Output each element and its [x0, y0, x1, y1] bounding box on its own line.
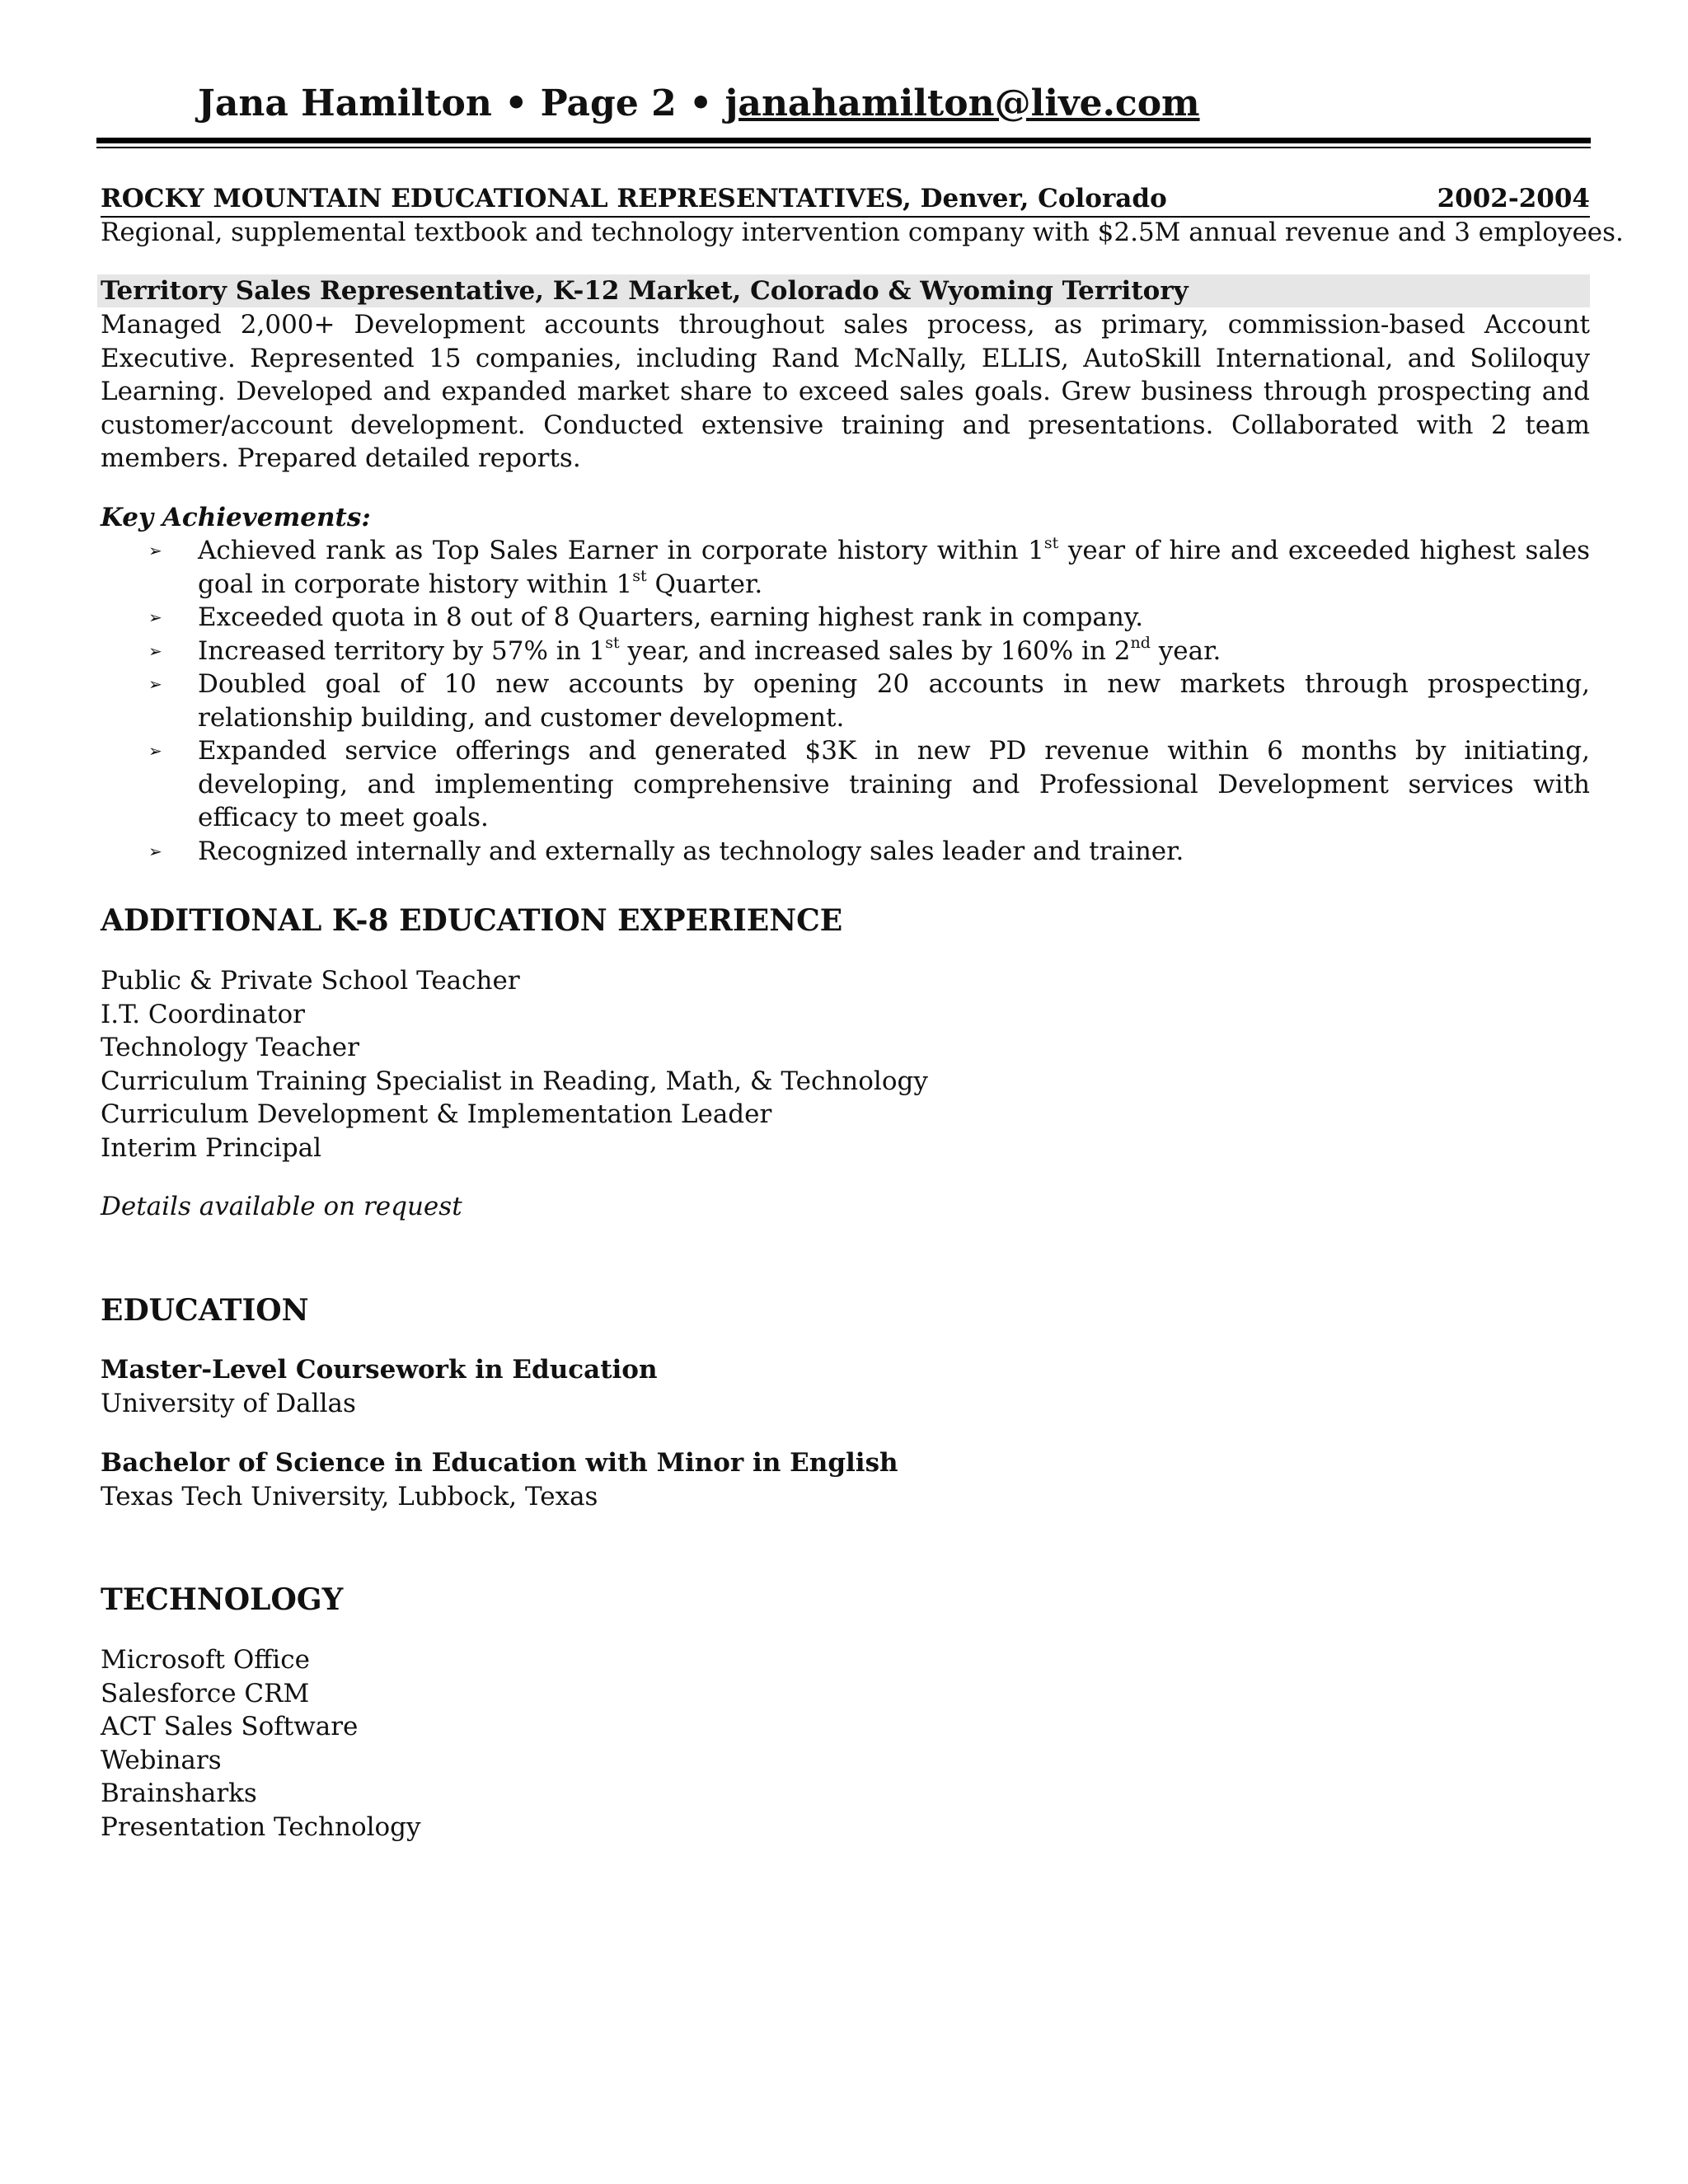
list-item: ➢ Doubled goal of 10 new accounts by opening 20 accounts in new markets through prospecting, relationship building, and customer development.	[148, 669, 1590, 733]
list-item: Curriculum Development & Implementation Leader	[101, 1099, 772, 1129]
company-name: ROCKY MOUNTAIN EDUCATIONAL REPRESENTATIVES, Denver, Colorado	[101, 184, 1167, 213]
arrow-bullet-icon: ➢	[148, 541, 162, 560]
employment-years: 2002-2004	[1437, 184, 1590, 213]
list-item: ACT Sales Software	[101, 1712, 359, 1741]
list-item: ➢ Achieved rank as Top Sales Earner in corporate history within 1st year of hire and exceeded highest sales goal in corporate history within 1st Quarter.	[148, 533, 1591, 599]
education-heading: EDUCATION	[101, 1293, 309, 1328]
degree-title: Master-Level Coursework in Education	[101, 1355, 658, 1385]
degree-title: Bachelor of Science in Education with Minor in English	[101, 1448, 898, 1478]
list-item: ➢ Expanded service offerings and generated $3K in new PD revenue within 6 months by initiating, developing, and implementing comprehensive training and Professional Development services with efficacy to meet goals.	[148, 736, 1590, 832]
education-entry	[101, 1446, 898, 1513]
arrow-bullet-icon: ➢	[148, 741, 162, 761]
company-row	[101, 183, 1590, 218]
list-item: Interim Principal	[101, 1132, 322, 1163]
list-item: Curriculum Training Specialist in Reading, Math, & Technology	[101, 1066, 928, 1096]
list-item: I.T. Coordinator	[101, 999, 305, 1029]
header-name-page: Jana Hamilton • Page 2 •	[198, 82, 725, 124]
job-summary: Managed 2,000+ Development accounts throughout sales process, as primary, commission-based Account Executive. Represented 15 companies, including Rand McNally, ELLIS, AutoSkill International, and Soliloquy Learning. Developed and expanded market share to exceed sales goals. Grew business through prospecting and customer/account development. Conducted extensive training and presentations. Collaborated with 2 team members. Prepared detailed reports.	[101, 310, 1590, 473]
details-note: Details available on request	[101, 1192, 462, 1221]
list-item: Public & Private School Teacher	[101, 966, 520, 996]
page-header	[198, 79, 1200, 129]
header-rule-thick	[96, 138, 1591, 143]
list-item: Presentation Technology	[101, 1811, 421, 1842]
school-name: Texas Tech University, Lubbock, Texas	[101, 1481, 598, 1511]
school-name: University of Dallas	[101, 1388, 356, 1418]
additional-experience-list	[101, 964, 928, 1165]
arrow-bullet-icon: ➢	[148, 640, 162, 661]
technology-list	[101, 1643, 421, 1844]
list-item: ➢ Increased territory by 57% in 1st year, and increased sales by 160% in 2nd year.	[101, 635, 1590, 668]
company-description: Regional, supplemental textbook and technology intervention company with $2.5M annual revenue and 3 employees.	[101, 218, 1624, 247]
list-item: ➢ Recognized internally and externally as technology sales leader and trainer.	[101, 835, 1590, 869]
key-achievements-heading: Key Achievements:	[101, 503, 371, 532]
additional-experience-heading: ADDITIONAL K-8 EDUCATION EXPERIENCE	[101, 903, 843, 938]
list-item: Salesforce CRM	[101, 1678, 310, 1708]
education-entry	[101, 1353, 658, 1420]
achievements-list	[101, 534, 1590, 868]
arrow-bullet-icon: ➢	[148, 607, 162, 627]
list-item: Webinars	[101, 1745, 222, 1775]
email-link[interactable]: janahamilton@live.com	[724, 82, 1200, 124]
arrow-bullet-icon: ➢	[148, 841, 162, 861]
header-rule-thin	[96, 147, 1591, 148]
technology-heading: TECHNOLOGY	[101, 1582, 344, 1617]
job-role-title: Territory Sales Representative, K-12 Market, Colorado & Wyoming Territory	[97, 274, 1590, 307]
list-item: Technology Teacher	[101, 1033, 359, 1062]
list-item: Microsoft Office	[101, 1645, 310, 1675]
list-item: ➢ Exceeded quota in 8 out of 8 Quarters, earning highest rank in company.	[101, 601, 1590, 635]
list-item: Brainsharks	[101, 1779, 257, 1808]
arrow-bullet-icon: ➢	[148, 674, 162, 694]
